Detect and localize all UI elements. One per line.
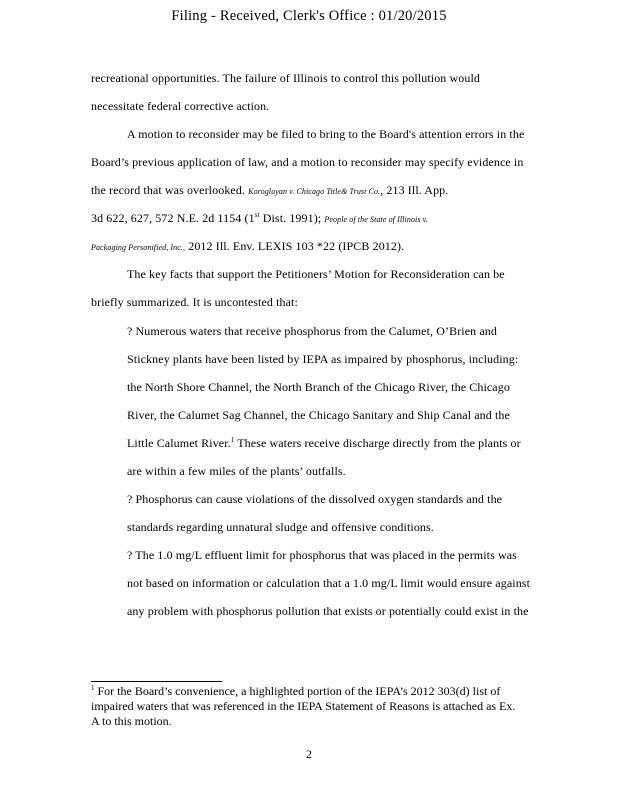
footnote-divider: [91, 681, 222, 682]
case-name: Korogluyan v. Chicago Title& Trust Co.: [248, 187, 381, 196]
page-number: 2: [306, 747, 312, 761]
body-line: necessitate federal corrective action.: [91, 99, 270, 113]
ordinal-superscript: st: [254, 211, 260, 219]
footnote-marker: 1: [91, 684, 95, 692]
body-text: 3d 622, 627, 572 N.E. 2d 1154 (1: [91, 211, 255, 225]
footnote-line: A to this motion.: [91, 714, 172, 728]
bullet-line: ? Phosphorus can cause violations of the dissolved oxygen standards and the: [127, 492, 503, 506]
bullet-line: Stickney plants have been listed by IEPA as impaired by phosphorus, including:: [127, 352, 519, 366]
body-text: These waters receive discharge directly from the plants or: [234, 436, 521, 450]
citation-line: [91, 239, 404, 254]
citation-line: [91, 183, 448, 198]
bullet-line: any problem with phosphorus pollution that exists or potentially could exist in the: [127, 604, 529, 618]
body-text: the record that was overlooked.: [91, 183, 246, 197]
body-line: Board’s previous application of law, and a motion to reconsider may specify evidence in: [91, 155, 524, 169]
filing-header: Filing - Received, Clerk's Office : 01/20/2015: [171, 8, 447, 24]
bullet-line: River, the Calumet Sag Channel, the Chicago Sanitary and Ship Canal and the: [127, 408, 510, 422]
body-line: briefly summarized. It is uncontested that:: [91, 295, 298, 309]
body-line: A motion to reconsider may be filed to bring to the Board's attention errors in the: [127, 127, 525, 141]
footnote-line: [91, 684, 500, 699]
bullet-line: are within a few miles of the plants’ outfalls.: [127, 464, 346, 478]
body-text: , 213 Ill. App.: [380, 183, 449, 197]
bullet-line: ? Numerous waters that receive phosphorus from the Calumet, O’Brien and: [127, 324, 497, 338]
bullet-line: [127, 436, 521, 451]
bullet-line: the North Shore Channel, the North Branch of the Chicago River, the Chicago: [127, 380, 510, 394]
body-line: The key facts that support the Petitioners’ Motion for Reconsideration can be: [127, 267, 505, 281]
body-line: recreational opportunities. The failure of Illinois to control this pollution would: [91, 71, 481, 85]
case-name: People of the State of Illinois v.: [324, 215, 428, 224]
body-text: 2012 Ill. Env. LEXIS 103 *22 (IPCB 2012).: [188, 239, 405, 253]
bullet-line: not based on information or calculation that a 1.0 mg/L limit would ensure against: [127, 576, 530, 590]
body-text: Little Calumet River.: [127, 436, 231, 450]
bullet-line: ? The 1.0 mg/L effluent limit for phosphorus that was placed in the permits was: [127, 548, 517, 562]
footnote-ref: 1: [230, 436, 235, 444]
body-text: Dist. 1991);: [259, 211, 322, 225]
footnote-line: impaired waters that was referenced in the IEPA Statement of Reasons is attached as Ex.: [91, 699, 516, 713]
citation-line: [91, 211, 428, 226]
footnote-text: For the Board’s convenience, a highlighted portion of the IEPA’s 2012 303(d) list of: [94, 684, 501, 698]
bullet-line: standards regarding unnatural sludge and offensive conditions.: [127, 520, 434, 534]
case-name: Packaging Personified, Inc.,: [91, 243, 186, 252]
